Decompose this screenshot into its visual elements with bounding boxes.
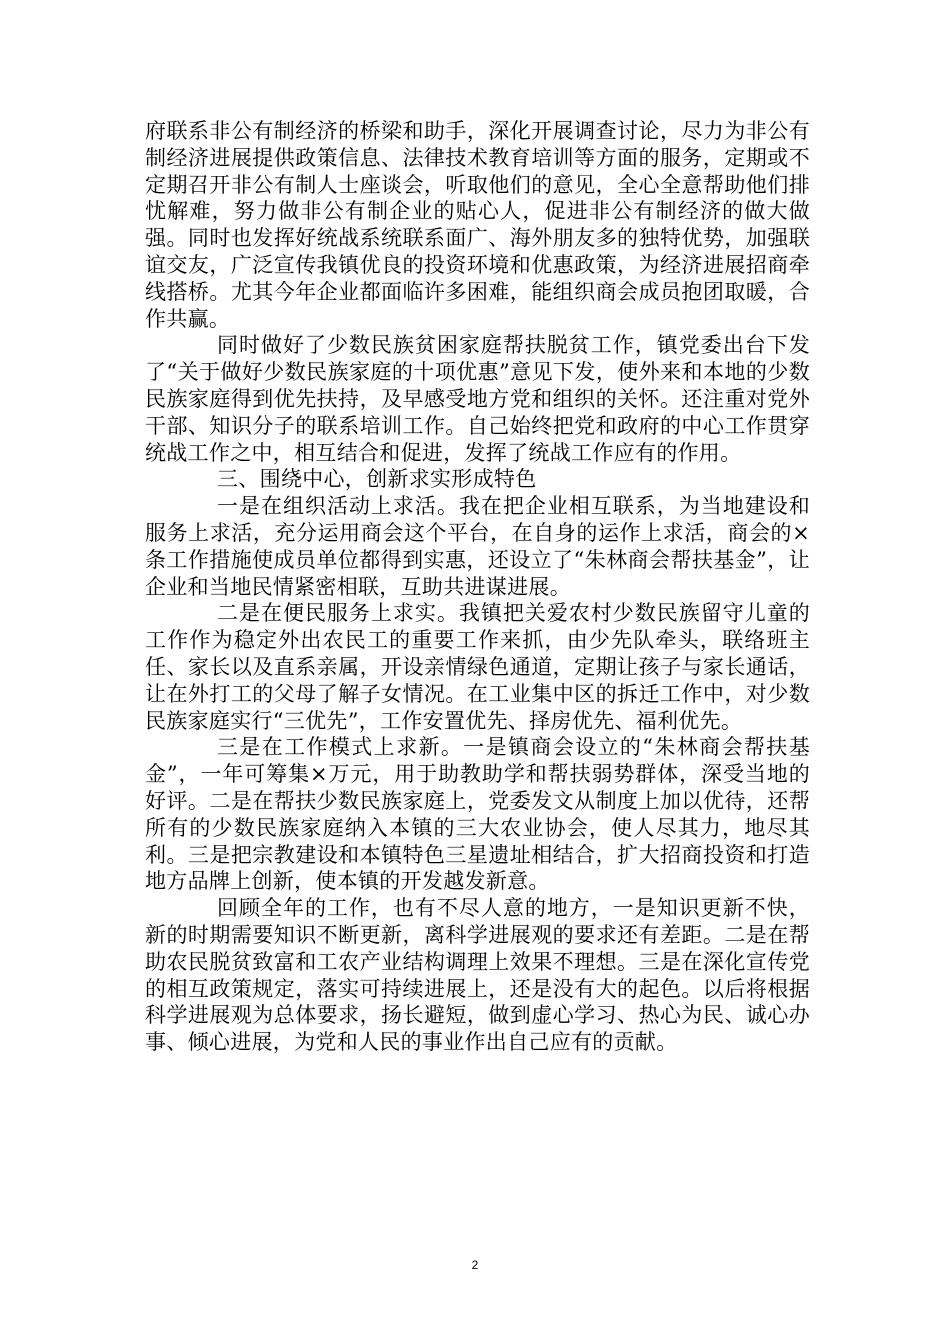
- paragraph: 一是在组织活动上求活。我在把企业相互联系，为当地建设和服务上求活，充分运用商会这个平台，在自身的运作上求活，商会的×条工作措施使成员单位都得到实惠，还设立了“朱林商会帮扶基金”，让企业和当地民情紧密相联，互助共进谋进展。: [145, 494, 810, 599]
- paragraph: 回顾全年的工作，也有不尽人意的地方，一是知识更新不快，新的时期需要知识不断更新，离科学进展观的要求还有差距。二是在帮助农民脱贫致富和工农产业结构调理上效果不理想。三是在深化宣传党的相互政策规定，落实可持续进展上，还是没有大的起色。以后将根据科学进展观为总体要求，扬长避短，做到虚心学习、热心为民、诚心办事、倾心进展，为党和人民的事业作出自己应有的贡献。: [145, 896, 810, 1055]
- paragraph: 同时做好了少数民族贫困家庭帮扶脱贫工作，镇党委出台下发了“关于做好少数民族家庭的十项优惠”意见下发，使外来和本地的少数民族家庭得到优先扶持，及早感受地方党和组织的关怀。还注重对党外干部、知识分子的联系培训工作。自己始终把党和政府的中心工作贯穿统战工作之中，相互结合和促进，发挥了统战工作应有的作用。: [145, 333, 810, 465]
- document-body: [145, 118, 810, 1056]
- paragraph: 二是在便民服务上求实。我镇把关爱农村少数民族留守儿童的工作作为稳定外出农民工的重要工作来抓，由少先队牵头，联络班主任、家长以及直系亲属，开设亲情绿色通道，定期让孩子与家长通话，让在外打工的父母了解子女情况。在工业集中区的拆迁工作中，对少数民族家庭实行“三优先”，工作安置优先、择房优先、福利优先。: [145, 601, 810, 733]
- page-number: 2: [471, 1258, 479, 1272]
- paragraph: 府联系非公有制经济的桥梁和助手，深化开展调查讨论，尽力为非公有制经济进展提供政策信息、法律技术教育培训等方面的服务，定期或不定期召开非公有制人士座谈会，听取他们的意见，全心全意帮助他们排忧解难，努力做非公有制企业的贴心人，促进非公有制经济的做大做强。同时也发挥好统战系统联系面广、海外朋友多的独特优势，加强联谊交友，广泛宣传我镇优良的投资环境和优惠政策，为经济进展招商牵线搭桥。尤其今年企业都面临许多困难，能组织商会成员抱团取暖，合作共赢。: [145, 119, 810, 331]
- paragraph: 三是在工作模式上求新。一是镇商会设立的“朱林商会帮扶基金”，一年可筹集×万元，用于助教助学和帮扶弱势群体，深受当地的好评。二是在帮扶少数民族家庭上，党委发文从制度上加以优待，还帮所有的少数民族家庭纳入本镇的三大农业协会，使人尽其力，地尽其利。三是把宗教建设和本镇特色三星遗址相结合，扩大招商投资和打造地方品牌上创新，使本镇的开发越发新意。: [145, 735, 810, 894]
- section-heading: 三、围绕中心，创新求实形成特色: [217, 467, 537, 492]
